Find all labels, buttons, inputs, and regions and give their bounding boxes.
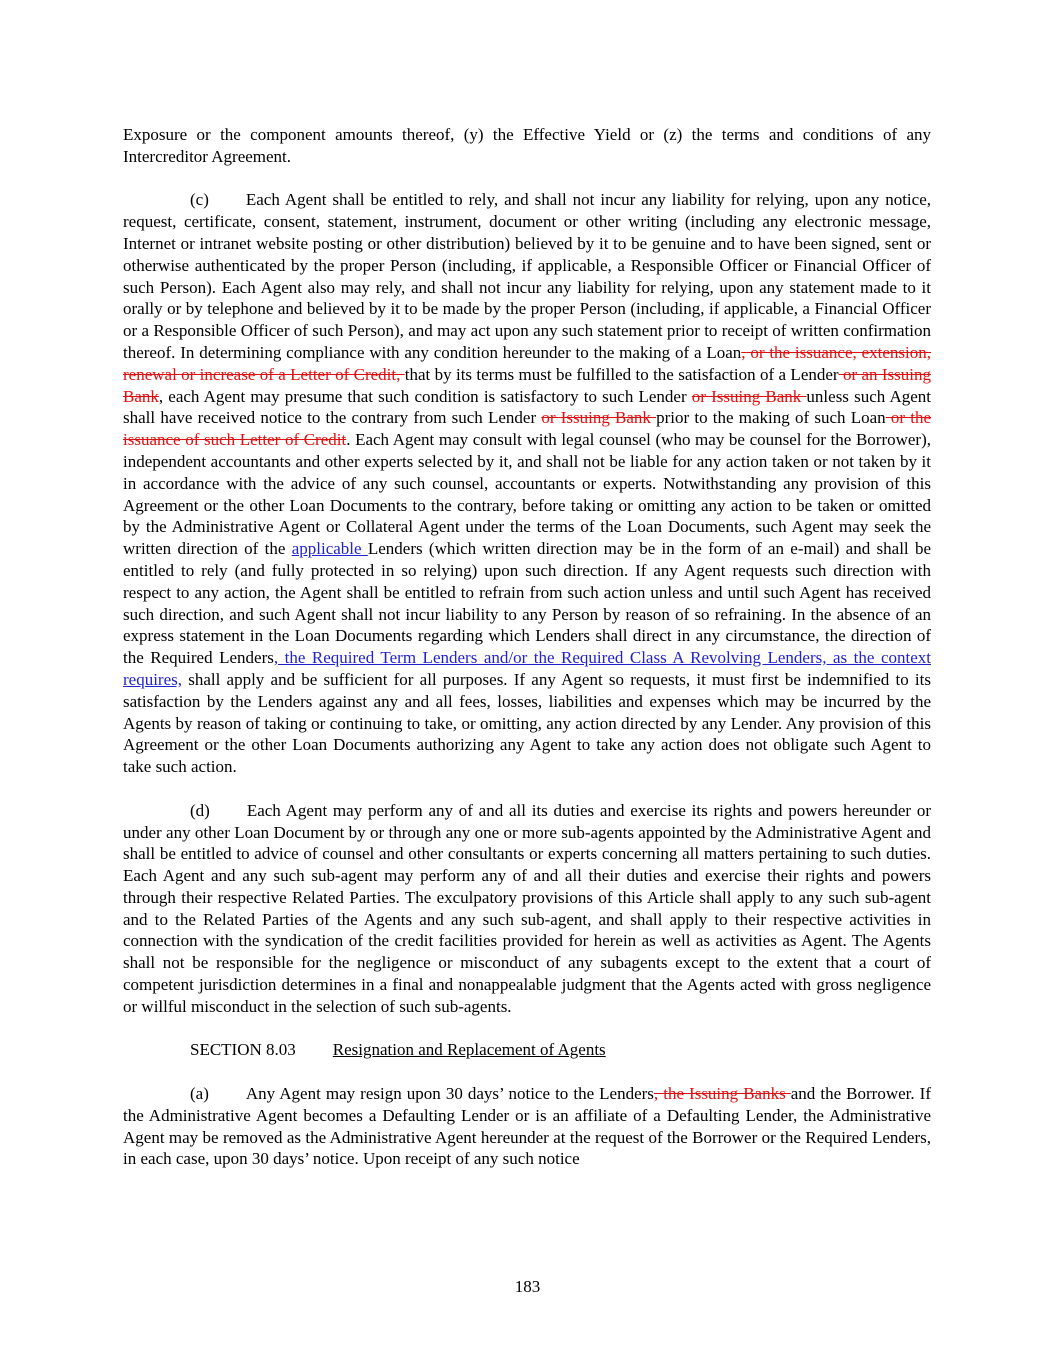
section-heading-8-03 (123, 1039, 931, 1061)
deleted-text: or an Issuing Bank (123, 364, 931, 406)
paragraph-d (123, 800, 931, 1018)
paragraph-a (123, 1083, 931, 1170)
document-body (123, 124, 931, 1170)
deleted-text: , or the issuance, extension, renewal or increase of a Letter of Credit, (123, 342, 931, 384)
text-segment: unless such Agent shall have received notice to the contrary from such Lender (123, 386, 931, 428)
inserted-text: applicable (291, 539, 368, 559)
text-segment: (c) (190, 190, 209, 210)
inserted-text: , the Required Term Lenders and/or the Required Class A Revolving Lenders, as the context requires, (123, 648, 931, 689)
paragraph-c (123, 189, 931, 778)
text-segment: prior to the making of such Loan (656, 408, 886, 428)
text-segment: Each Agent shall be entitled to rely, and shall not incur any liability for relying, upon any notice, request, certificate, consent, statement, instrument, document or other writing (including any electronic message, Internet or intranet website posting or other distribution) believed by it to be genuine and to have been signed, sent or otherwise authenticated by the proper Person (including, if applicable, a Responsible Officer or Financial Officer of such Person). Each Agent also may rely, and shall not incur any liability for relying, upon any statement made to it orally or by telephone and believed by it to be made by the proper Person (including, if applicable, a Financial Officer or a Responsible Officer of such Person), and may act upon any such statement prior to receipt of written confirmation thereof. In determining compliance with any condition hereunder to the making of a Loan (123, 190, 931, 362)
deleted-text: , the Issuing Banks (653, 1084, 791, 1104)
text-segment: SECTION 8.03 (190, 1040, 296, 1060)
text-segment: and the Borrower. If the Administrative Agent becomes a Defaulting Lender or is an affiliate of a Defaulting Lender, the Administrative Agent may be removed as the Administrative Agent hereunder at the request of the Borrower or the Required Lenders, in each case, upon 30 days’ notice. Upon receipt of any such notice (123, 1084, 932, 1169)
heading-title: Resignation and Replacement of Agents (332, 1040, 606, 1060)
page-number: 183 (514, 1277, 541, 1296)
text-segment: Each Agent may perform any of and all its duties and exercise its rights and powers hereunder or under any other Loan Document by or through any one or more sub-agents appointed by the Administrative Agent and shall be entitled to advice of counsel and other consultants or experts concerning all matters pertaining to such duties. Each Agent and any such sub-agent may perform any of and all their duties and exercise their rights and powers through their respective Related Parties. The exculpatory provisions of this Article shall apply to any such sub-agent and to the Related Parties of the Agents and any such sub-agent, and shall apply to their respective activities in connection with the syndication of the credit facilities provided for herein as well as activities as Agent. The Agents shall not be responsible for the negligence or misconduct of any subagents except to the extent that a court of competent jurisdiction determines in a final and nonappealable judgment that the Agents acted with gross negligence or willful misconduct in the selection of such sub-agents. (123, 800, 931, 1016)
text-segment: Exposure or the component amounts thereof, (y) the Effective Yield or (z) the terms and conditions of any Intercreditor Agreement. (123, 125, 931, 166)
text-segment: (a) (190, 1084, 209, 1104)
text-segment: (d) (190, 800, 210, 820)
deleted-text: or Issuing Bank (541, 408, 657, 428)
text-segment: Any Agent may resign upon 30 days’ notice to the Lenders (245, 1084, 654, 1104)
text-segment: , each Agent may presume that such condition is satisfactory to such Lender (158, 386, 692, 406)
deleted-text: or Issuing Bank (691, 386, 807, 406)
text-segment: . Each Agent may consult with legal counsel (who may be counsel for the Borrower), independent accountants and other experts selected by it, and shall not be liable for any action taken or not taken by it in accordance with the advice of any such counsel, accountants or experts. Notwithstanding any provision of this Agreement or the other Loan Documents to the contrary, before taking or omitting any action to be taken or omitted by the Administrative Agent or Collateral Agent under the terms of the Loan Documents, such Agent may seek the written direction of the (123, 430, 931, 559)
text-segment: Lenders (which written direction may be in the form of an e-mail) and shall be entitled to rely (and fully protected in so relying) upon such direction. If any Agent requests such direction with respect to any action, the Agent shall be entitled to refrain from such action unless and until such Agent has received such direction, and such Agent shall not incur liability to any Person by reason of so refraining. In the absence of an express statement in the Loan Documents regarding which Lenders shall direct in any circumstance, the direction of the Required Lenders (123, 539, 931, 668)
text-segment: that by its terms must be fulfilled to the satisfaction of a Lender (404, 364, 839, 384)
deleted-text: or the issuance of such Letter of Credit (123, 408, 931, 450)
text-segment: shall apply and be sufficient for all purposes. If any Agent so requests, it must first be indemnified to its satisfaction by the Lenders against any and all fees, losses, liabilities and expenses which may be incurred by the Agents by reason of taking or continuing to take, or omitting, any action directed by any Lender. Any provision of this Agreement or the other Loan Documents authorizing any Agent to take any action does not obligate such Agent to take such action. (123, 669, 931, 777)
paragraph-carryover (123, 124, 931, 168)
